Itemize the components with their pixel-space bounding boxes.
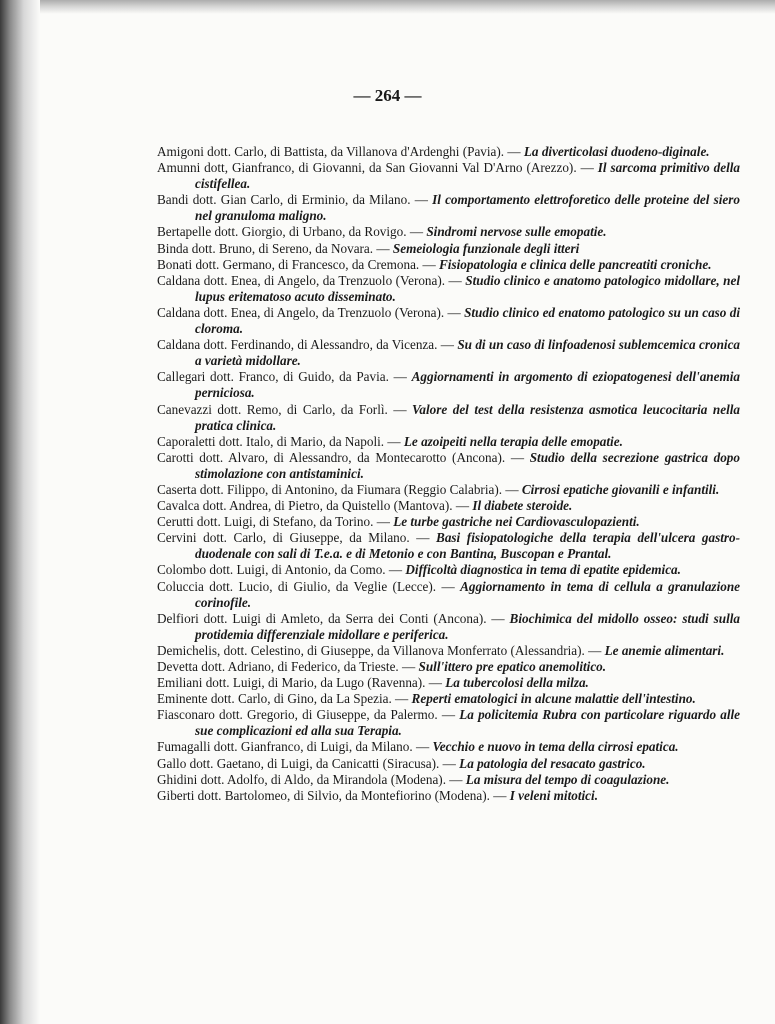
- list-item: [157, 643, 740, 659]
- list-item: [157, 257, 740, 273]
- list-item: [157, 739, 740, 755]
- entry-author: Caldana dott. Enea, di Angelo, da Trenzuolo (Verona). —: [157, 304, 461, 320]
- scan-top-edge: [0, 0, 775, 14]
- list-item: [157, 434, 740, 450]
- list-item: [157, 788, 740, 804]
- entry-author: Emiliani dott. Luigi, di Mario, da Lugo (Ravenna). —: [157, 675, 442, 691]
- list-item: [157, 144, 740, 160]
- entry-author: Caldana dott. Ferdinando, di Alessandro, da Vicenza. —: [157, 337, 454, 353]
- list-item: [157, 530, 740, 562]
- entry-title: Basi fisiopatologiche della terapia dell'ulcera gastro-duodenale con sali di T.e.a. e di Metonio e con Bantina, Buscopan e Prantal.: [195, 530, 741, 562]
- list-item: [157, 498, 740, 514]
- list-item: [157, 756, 740, 772]
- entry-author: Amunni dott, Gianfranco, di Giovanni, da San Giovanni Val D'Arno (Arezzo). —: [157, 160, 594, 176]
- entry-author: Binda dott. Bruno, di Sereno, da Novara. —: [157, 240, 390, 256]
- list-item: [157, 514, 740, 530]
- list-item: [157, 369, 740, 401]
- entry-author: Bonati dott. Germano, di Francesco, da Cremona. —: [157, 256, 436, 272]
- list-item: [157, 562, 740, 578]
- entry-title: Su di un caso di linfoadenosi sublemcemica cronica a varietà midollare.: [195, 337, 741, 369]
- entry-author: Caporaletti dott. Italo, di Mario, da Napoli. —: [157, 433, 401, 449]
- entry-title: Cirrosi epatiche giovanili e infantili.: [521, 481, 720, 497]
- entry-author: Giberti dott. Bartolomeo, di Silvio, da Montefiorino (Modena). —: [157, 787, 507, 803]
- list-item: [157, 273, 740, 305]
- entry-title: Sull'ittero pre epatico anemolitico.: [418, 659, 607, 674]
- entry-author: Demichelis, dott. Celestino, di Giuseppe, da Villanova Monferrato (Alessandria). —: [157, 642, 602, 658]
- entry-author: Cavalca dott. Andrea, di Pietro, da Quistello (Mantova). —: [157, 498, 470, 514]
- entry-author: Ghidini dott. Adolfo, di Aldo, da Mirandola (Modena). —: [157, 771, 463, 787]
- list-item: [157, 241, 740, 257]
- entry-title: Difficoltà diagnostica in tema di epatite epidemica.: [405, 562, 681, 578]
- list-item: [157, 337, 740, 369]
- list-item: [157, 707, 740, 739]
- list-item: [157, 691, 740, 707]
- entry-author: Coluccia dott. Lucio, di Giulio, da Veglie (Lecce). —: [157, 578, 455, 594]
- list-item: [157, 450, 740, 482]
- entry-title: La misura del tempo di coagulazione.: [465, 771, 670, 787]
- entry-title: La policitemia Rubra con particolare riguardo alle sue complicazioni ed alla sua Terapia.: [195, 707, 741, 739]
- entry-author: Delfiori dott. Luigi di Amleto, da Serra dei Conti (Ancona). —: [157, 610, 505, 626]
- entry-author: Carotti dott. Alvaro, di Alessandro, da Montecarotto (Ancona). —: [157, 449, 525, 465]
- entry-author: Gallo dott. Gaetano, di Luigi, da Canicatti (Siracusa). —: [157, 755, 456, 771]
- entry-title: Il comportamento elettroforetico delle proteine del siero nel granuloma maligno.: [195, 192, 741, 224]
- entry-author: Eminente dott. Carlo, di Gino, da La Spezia. —: [157, 691, 409, 707]
- entry-title: Aggiornamenti in argomento di eziopatogenesi dell'anemia perniciosa.: [195, 369, 740, 401]
- entry-author: Bertapelle dott. Giorgio, di Urbano, da Rovigo. —: [157, 224, 424, 240]
- entry-author: Cervini dott. Carlo, di Giuseppe, da Milano. —: [157, 530, 430, 546]
- entry-title: Il sarcoma primitivo della cistifellea.: [195, 160, 740, 192]
- list-item: [157, 402, 740, 434]
- entry-author: Caserta dott. Filippo, di Antonino, da Fiumara (Reggio Calabria). —: [157, 481, 519, 497]
- entry-author: Fumagalli dott. Gianfranco, di Luigi, da Milano. —: [157, 739, 430, 755]
- entry-title: Valore del test della resistenza asmotica leucocitaria nella pratica clinica.: [195, 401, 740, 433]
- list-item: [157, 772, 740, 788]
- entry-title: La patologia del resacato gastrico.: [459, 755, 646, 771]
- entry-title: Biochimica del midollo osseo: studi sulla protidemia differenziale midollare e periferica.: [195, 610, 741, 642]
- list-item: [157, 579, 740, 611]
- entry-title: Studio della secrezione gastrica dopo stimolazione con antistaminici.: [195, 449, 740, 481]
- entry-title: Il diabete steroide.: [472, 498, 573, 514]
- entry-author: Cerutti dott. Luigi, di Stefano, da Torino. —: [157, 514, 390, 530]
- entry-title: Studio clinico e anatomo patologico midollare, nel lupus eritematoso acuto disseminato.: [195, 272, 741, 304]
- list-item: [157, 160, 740, 192]
- entry-title: Aggiornamento in tema di cellula a granulazione corinofile.: [195, 578, 741, 610]
- entry-title: La diverticolasi duodeno-diginale.: [523, 144, 710, 159]
- entry-title: I veleni mitotici.: [509, 787, 598, 803]
- list-item: [157, 482, 740, 498]
- entry-title: Reperti ematologici in alcune malattie dell'intestino.: [411, 691, 696, 707]
- entry-title: Semeiologia funzionale degli itteri: [392, 240, 580, 256]
- entry-author: Amigoni dott. Carlo, di Battista, da Villanova d'Ardenghi (Pavia). —: [157, 144, 521, 159]
- list-item: [157, 224, 740, 240]
- entry-author: Callegari dott. Franco, di Guido, da Pavia. —: [157, 369, 407, 385]
- entry-title: La tubercolosi della milza.: [445, 675, 589, 691]
- list-item: [157, 611, 740, 643]
- entry-title: Fisiopatologia e clinica delle pancreatiti croniche.: [439, 256, 712, 272]
- entry-author: Devetta dott. Adriano, di Federico, da Trieste. —: [157, 659, 416, 674]
- entry-title: Le turbe gastriche nei Cardiovasculopazienti.: [393, 514, 640, 530]
- entry-title: Sindromi nervose sulle emopatie.: [426, 224, 607, 240]
- list-item: [157, 659, 740, 675]
- entry-title: Le azoipeiti nella terapia delle emopatie.: [403, 433, 623, 449]
- list-item: [157, 305, 740, 337]
- entry-title: Studio clinico ed enatomo patologico su un caso di cloroma.: [195, 304, 741, 337]
- list-item: [157, 192, 740, 224]
- list-item: [157, 675, 740, 691]
- entry-author: Bandi dott. Gian Carlo, di Erminio, da Milano. —: [157, 192, 428, 208]
- author-list: [157, 144, 740, 804]
- page-number: — 264 —: [353, 86, 422, 105]
- scan-binding-edge: [0, 0, 40, 1024]
- entry-author: Caldana dott. Enea, di Angelo, da Trenzuolo (Verona). —: [157, 272, 462, 288]
- entry-author: Canevazzi dott. Remo, di Carlo, da Forlì. —: [157, 401, 407, 417]
- entry-author: Fiasconaro dott. Gregorio, di Giuseppe, da Palermo. —: [157, 707, 456, 723]
- entry-title: Vecchio e nuovo in tema della cirrosi epatica.: [432, 739, 679, 755]
- entry-author: Colombo dott. Luigi, di Antonio, da Como. —: [157, 562, 403, 578]
- entry-title: Le anemie alimentari.: [604, 642, 725, 658]
